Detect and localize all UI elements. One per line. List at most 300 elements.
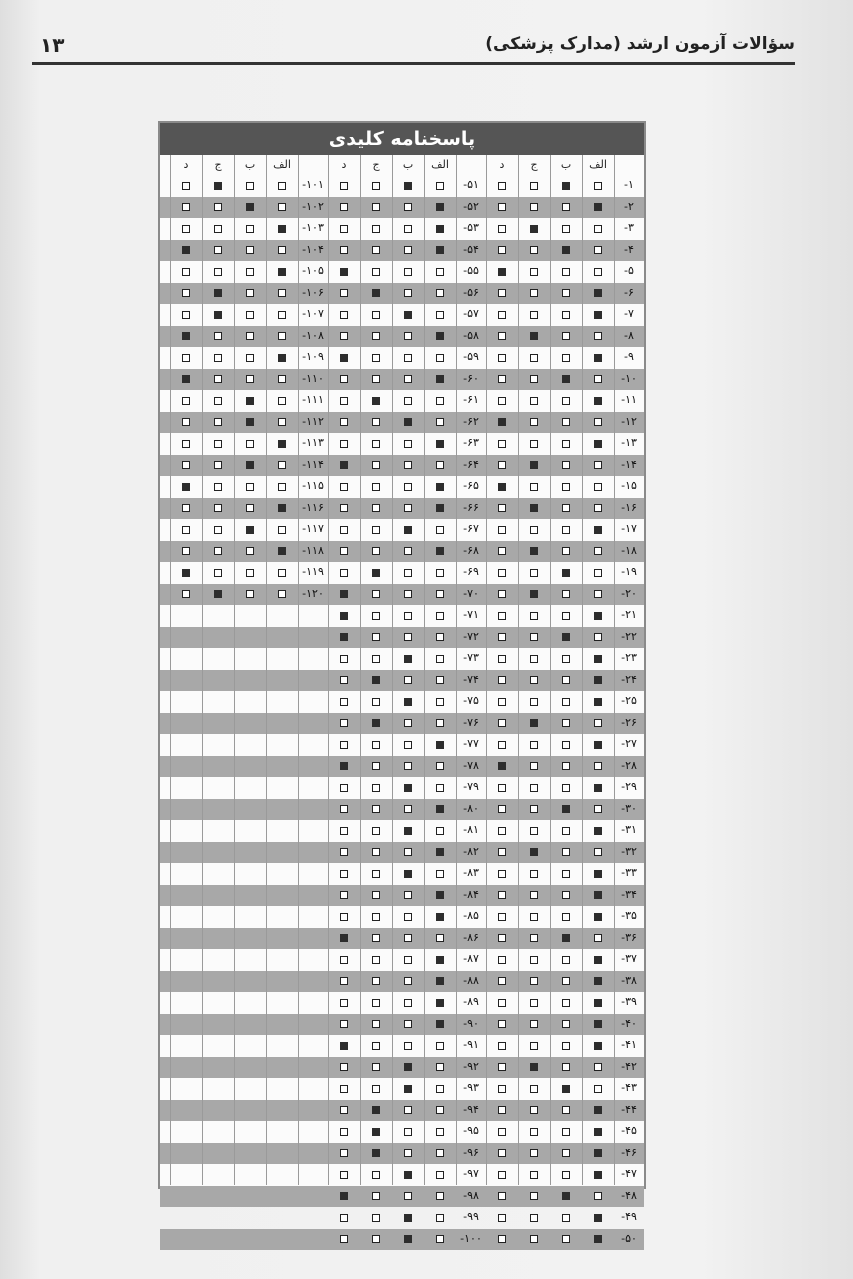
answer-box-empty (530, 526, 538, 534)
answer-box-empty (246, 590, 254, 598)
answer-box-empty (404, 1106, 412, 1114)
answer-box-empty (530, 203, 538, 211)
answer-box-selected (594, 354, 602, 362)
answer-box-empty (340, 913, 348, 921)
answer-box-selected (436, 999, 444, 1007)
answer-box-empty (436, 827, 444, 835)
option-header: ج (214, 158, 222, 171)
answer-box-empty (562, 1171, 570, 1179)
answer-box-selected (278, 268, 286, 276)
answer-box-empty (246, 332, 254, 340)
answer-box-empty (562, 719, 570, 727)
answer-box-selected (594, 676, 602, 684)
answer-box-empty (182, 504, 190, 512)
answer-box-empty (182, 526, 190, 534)
answer-box-empty (498, 203, 506, 211)
answer-box-empty (278, 397, 286, 405)
answer-box-empty (436, 698, 444, 706)
answer-box-selected (562, 805, 570, 813)
answer-box-empty (530, 805, 538, 813)
answer-box-selected (436, 977, 444, 985)
answer-box-empty (436, 784, 444, 792)
answer-box-selected (372, 1106, 380, 1114)
answer-box-selected (182, 483, 190, 491)
answer-box-selected (594, 956, 602, 964)
answer-box-empty (530, 483, 538, 491)
question-number: ۸۵- (463, 909, 479, 922)
question-number: ۱۳- (621, 436, 637, 449)
question-number: ۸- (624, 328, 634, 342)
question-number: ۳۵- (621, 909, 637, 922)
question-number: ۱۹- (621, 565, 637, 578)
question-number: ۱۰- (621, 371, 637, 385)
answer-box-empty (372, 870, 380, 878)
answer-box-selected (404, 418, 412, 426)
answer-box-empty (498, 1020, 506, 1028)
answer-box-empty (436, 655, 444, 663)
question-number: ۲۰- (621, 586, 637, 600)
answer-box-empty (404, 289, 412, 297)
answer-box-empty (530, 418, 538, 426)
answer-box-empty (246, 440, 254, 448)
question-number: ۵۲- (463, 199, 479, 213)
option-header: ب (244, 158, 256, 171)
page-header-title: سؤالات آزمون ارشد (مدارک پزشکی) (485, 34, 795, 54)
question-number: ۶۰- (463, 371, 479, 385)
question-number: ۱۶- (621, 500, 637, 514)
question-number: ۸۹- (463, 995, 479, 1008)
answer-box-selected (278, 225, 286, 233)
answer-box-empty (436, 311, 444, 319)
answer-box-empty (498, 612, 506, 620)
answer-box-empty (404, 633, 412, 641)
answer-box-empty (404, 504, 412, 512)
answer-box-selected (594, 203, 602, 211)
answer-box-selected (562, 246, 570, 254)
question-number: ۸۲- (463, 844, 479, 858)
answer-box-empty (436, 676, 444, 684)
answer-box-empty (214, 504, 222, 512)
answer-box-empty (530, 1149, 538, 1157)
answer-box-empty (182, 590, 190, 598)
answer-box-empty (182, 268, 190, 276)
answer-box-empty (246, 246, 254, 254)
answer-box-empty (436, 1042, 444, 1050)
answer-box-selected (246, 397, 254, 405)
answer-box-empty (562, 870, 570, 878)
question-number: ۱۲- (621, 414, 637, 428)
answer-box-empty (404, 848, 412, 856)
answer-box-selected (278, 440, 286, 448)
answer-box-empty (372, 590, 380, 598)
answer-box-empty (562, 289, 570, 297)
answer-box-selected (340, 762, 348, 770)
answer-box-selected (404, 827, 412, 835)
answer-box-empty (530, 1192, 538, 1200)
column-divider (234, 155, 235, 1185)
question-number: ۹۹- (463, 1210, 479, 1223)
answer-box-selected (562, 569, 570, 577)
answer-box-empty (372, 268, 380, 276)
answer-box-empty (562, 848, 570, 856)
answer-box-empty (530, 354, 538, 362)
question-number: ۸۴- (463, 887, 479, 901)
option-header: ج (530, 158, 538, 171)
answer-box-empty (340, 375, 348, 383)
answer-box-empty (594, 483, 602, 491)
answer-box-empty (372, 461, 380, 469)
answer-box-selected (498, 483, 506, 491)
row-stripe (160, 197, 644, 219)
answer-box-selected (214, 289, 222, 297)
answer-box-empty (498, 332, 506, 340)
answer-box-empty (530, 934, 538, 942)
question-number: ۲۷- (621, 737, 637, 750)
answer-box-empty (562, 590, 570, 598)
answer-box-empty (498, 1063, 506, 1071)
question-number: ۲۸- (621, 758, 637, 772)
answer-box-empty (530, 633, 538, 641)
question-number: ۵۸- (463, 328, 479, 342)
answer-box-empty (182, 440, 190, 448)
answer-box-empty (498, 1235, 506, 1243)
answer-box-empty (498, 311, 506, 319)
row-stripe (160, 1186, 644, 1208)
answer-box-selected (340, 1192, 348, 1200)
answer-box-empty (404, 1020, 412, 1028)
answer-box-selected (594, 1042, 602, 1050)
answer-box-empty (214, 526, 222, 534)
question-number: ۵۰- (621, 1231, 637, 1245)
answer-box-empty (594, 848, 602, 856)
column-divider (582, 155, 583, 1185)
answer-box-empty (340, 182, 348, 190)
question-number: ۱۱۳- (302, 436, 324, 449)
answer-box-empty (340, 805, 348, 813)
question-number: ۲۳- (621, 651, 637, 664)
answer-box-empty (498, 719, 506, 727)
answer-box-empty (182, 203, 190, 211)
answer-box-empty (562, 655, 570, 663)
answer-box-empty (530, 891, 538, 899)
answer-box-empty (404, 483, 412, 491)
question-number: ۲- (624, 199, 634, 213)
answer-box-empty (246, 547, 254, 555)
answer-box-empty (372, 999, 380, 1007)
question-number: ۳- (624, 221, 634, 234)
question-number: ۴۵- (621, 1124, 637, 1137)
answer-box-empty (530, 741, 538, 749)
answer-box-selected (404, 526, 412, 534)
answer-box-selected (340, 268, 348, 276)
answer-box-empty (436, 1214, 444, 1222)
question-number: ۴۰- (621, 1016, 637, 1030)
answer-box-selected (594, 289, 602, 297)
answer-box-empty (214, 483, 222, 491)
answer-box-empty (436, 870, 444, 878)
option-header: ب (402, 158, 414, 171)
row-stripe (160, 412, 644, 434)
answer-box-empty (530, 913, 538, 921)
row-stripe (160, 799, 644, 821)
column-divider (424, 155, 425, 1185)
answer-box-empty (498, 633, 506, 641)
question-number: ۱۰۳- (302, 221, 324, 234)
answer-box-empty (594, 504, 602, 512)
answer-box-empty (498, 805, 506, 813)
answer-box-empty (278, 332, 286, 340)
question-number: ۷۶- (463, 715, 479, 729)
answer-box-empty (562, 784, 570, 792)
answer-box-empty (340, 1149, 348, 1157)
answer-box-empty (498, 504, 506, 512)
answer-box-empty (404, 762, 412, 770)
question-number: ۳۶- (621, 930, 637, 944)
answer-box-empty (340, 1063, 348, 1071)
answer-box-empty (372, 827, 380, 835)
answer-box-selected (594, 1235, 602, 1243)
answer-box-empty (278, 311, 286, 319)
answer-box-selected (182, 569, 190, 577)
answer-box-empty (498, 1106, 506, 1114)
answer-box-empty (246, 569, 254, 577)
answer-box-empty (340, 440, 348, 448)
answer-box-selected (436, 956, 444, 964)
answer-box-selected (594, 870, 602, 878)
question-number: ۳۳- (621, 866, 637, 879)
answer-box-empty (498, 375, 506, 383)
answer-box-empty (340, 870, 348, 878)
question-number: ۴۶- (621, 1145, 637, 1159)
answer-box-empty (498, 1171, 506, 1179)
row-stripe (160, 670, 644, 692)
answer-box-empty (562, 977, 570, 985)
answer-box-selected (404, 1235, 412, 1243)
answer-box-empty (436, 397, 444, 405)
answer-box-empty (530, 1171, 538, 1179)
question-number: ۳۰- (621, 801, 637, 815)
answer-box-empty (372, 1020, 380, 1028)
answer-box-empty (340, 956, 348, 964)
answer-box-empty (498, 1042, 506, 1050)
answer-box-empty (530, 870, 538, 878)
answer-box-empty (498, 848, 506, 856)
answer-box-selected (340, 461, 348, 469)
answer-box-empty (404, 203, 412, 211)
question-number: ۱۱۵- (302, 479, 324, 492)
question-number: ۹- (624, 350, 634, 363)
answer-box-selected (562, 633, 570, 641)
answer-box-empty (404, 268, 412, 276)
answer-box-empty (562, 461, 570, 469)
question-number: ۵- (624, 264, 634, 277)
answer-box-empty (372, 1192, 380, 1200)
answer-box-empty (436, 1192, 444, 1200)
answer-box-empty (530, 612, 538, 620)
question-number: ۷۴- (463, 672, 479, 686)
answer-box-empty (214, 461, 222, 469)
answer-box-empty (594, 225, 602, 233)
answer-box-selected (436, 1020, 444, 1028)
answer-box-empty (498, 956, 506, 964)
answer-box-empty (498, 182, 506, 190)
answer-box-empty (436, 633, 444, 641)
answer-box-empty (594, 762, 602, 770)
answer-box-empty (404, 805, 412, 813)
question-number: ۶۲- (463, 414, 479, 428)
answer-box-empty (340, 504, 348, 512)
answer-box-empty (214, 203, 222, 211)
answer-box-selected (404, 1214, 412, 1222)
answer-box-empty (340, 547, 348, 555)
question-number: ۱۷- (621, 522, 637, 535)
answer-box-empty (530, 268, 538, 276)
answer-box-empty (214, 332, 222, 340)
answer-box-empty (278, 461, 286, 469)
answer-box-empty (562, 483, 570, 491)
question-number: ۸۱- (463, 823, 479, 836)
question-number: ۷۲- (463, 629, 479, 643)
answer-box-empty (498, 913, 506, 921)
question-number: ۶۵- (463, 479, 479, 492)
row-stripe (160, 713, 644, 735)
answer-box-empty (214, 354, 222, 362)
answer-box-empty (498, 655, 506, 663)
answer-box-empty (594, 1085, 602, 1093)
answer-box-empty (498, 784, 506, 792)
answer-box-selected (436, 203, 444, 211)
row-stripe (160, 498, 644, 520)
answer-box-selected (562, 934, 570, 942)
question-number: ۵۶- (463, 285, 479, 299)
answer-box-empty (340, 526, 348, 534)
question-number: ۵۵- (463, 264, 479, 277)
answer-box-selected (404, 870, 412, 878)
answer-box-selected (530, 504, 538, 512)
question-number: ۵۹- (463, 350, 479, 363)
answer-box-empty (340, 741, 348, 749)
answer-box-empty (498, 225, 506, 233)
answer-box-empty (498, 526, 506, 534)
question-number: ۸۳- (463, 866, 479, 879)
answer-box-empty (404, 569, 412, 577)
answer-box-empty (562, 397, 570, 405)
answer-box-selected (214, 182, 222, 190)
answer-box-empty (340, 784, 348, 792)
question-number: ۹۶- (463, 1145, 479, 1159)
question-number: ۴۹- (621, 1210, 637, 1223)
answer-box-empty (340, 1020, 348, 1028)
option-header: الف (431, 158, 449, 171)
row-stripe (160, 455, 644, 477)
answer-box-empty (562, 526, 570, 534)
answer-box-empty (498, 397, 506, 405)
option-header: د (341, 158, 347, 171)
answer-box-empty (404, 397, 412, 405)
answer-box-empty (562, 1128, 570, 1136)
answer-box-empty (404, 547, 412, 555)
answer-box-empty (214, 418, 222, 426)
answer-box-selected (530, 225, 538, 233)
question-number: ۱۰۵- (302, 264, 324, 277)
answer-box-empty (594, 590, 602, 598)
answer-box-empty (340, 246, 348, 254)
answer-box-selected (404, 1085, 412, 1093)
answer-box-empty (594, 1063, 602, 1071)
answer-box-empty (182, 547, 190, 555)
answer-box-selected (404, 182, 412, 190)
answer-box-selected (436, 440, 444, 448)
answer-box-empty (562, 418, 570, 426)
question-number: ۶۴- (463, 457, 479, 471)
answer-box-empty (182, 461, 190, 469)
answer-box-selected (562, 375, 570, 383)
answer-box-empty (404, 1149, 412, 1157)
answer-box-empty (594, 805, 602, 813)
question-number: ۸۷- (463, 952, 479, 965)
question-number: ۵۳- (463, 221, 479, 234)
answer-box-empty (498, 246, 506, 254)
answer-box-empty (498, 461, 506, 469)
answer-box-empty (278, 569, 286, 577)
question-number: ۱۱۹- (302, 565, 324, 578)
answer-box-empty (562, 203, 570, 211)
answer-box-empty (498, 827, 506, 835)
row-stripe (160, 326, 644, 348)
question-number: ۱۰۱- (302, 178, 324, 191)
header-rule (32, 62, 795, 65)
answer-box-selected (372, 289, 380, 297)
answer-box-empty (372, 440, 380, 448)
question-number: ۲۴- (621, 672, 637, 686)
answer-box-empty (372, 547, 380, 555)
answer-box-selected (530, 848, 538, 856)
answer-box-empty (214, 547, 222, 555)
answer-box-empty (562, 1020, 570, 1028)
option-header: د (183, 158, 189, 171)
answer-box-empty (562, 827, 570, 835)
answer-box-empty (278, 246, 286, 254)
answer-box-selected (594, 1128, 602, 1136)
answer-box-empty (372, 956, 380, 964)
column-divider (202, 155, 203, 1185)
answer-box-empty (278, 590, 286, 598)
question-number: ۴۳- (621, 1081, 637, 1094)
answer-box-empty (498, 1128, 506, 1136)
answer-box-selected (530, 547, 538, 555)
answer-box-empty (372, 504, 380, 512)
row-stripe (160, 1057, 644, 1079)
answer-box-empty (404, 225, 412, 233)
answer-box-selected (530, 590, 538, 598)
answer-box-selected (214, 590, 222, 598)
answer-box-empty (498, 289, 506, 297)
answer-box-empty (594, 719, 602, 727)
answer-box-empty (530, 1085, 538, 1093)
answer-box-empty (530, 311, 538, 319)
answer-box-selected (436, 547, 444, 555)
answer-box-empty (214, 440, 222, 448)
answer-box-empty (562, 354, 570, 362)
answer-box-empty (182, 354, 190, 362)
option-header: الف (589, 158, 607, 171)
answer-box-selected (594, 977, 602, 985)
question-number: ۱۱۸- (302, 543, 324, 557)
answer-box-empty (594, 182, 602, 190)
answer-box-empty (182, 225, 190, 233)
row-stripe (160, 1143, 644, 1165)
answer-box-selected (182, 375, 190, 383)
